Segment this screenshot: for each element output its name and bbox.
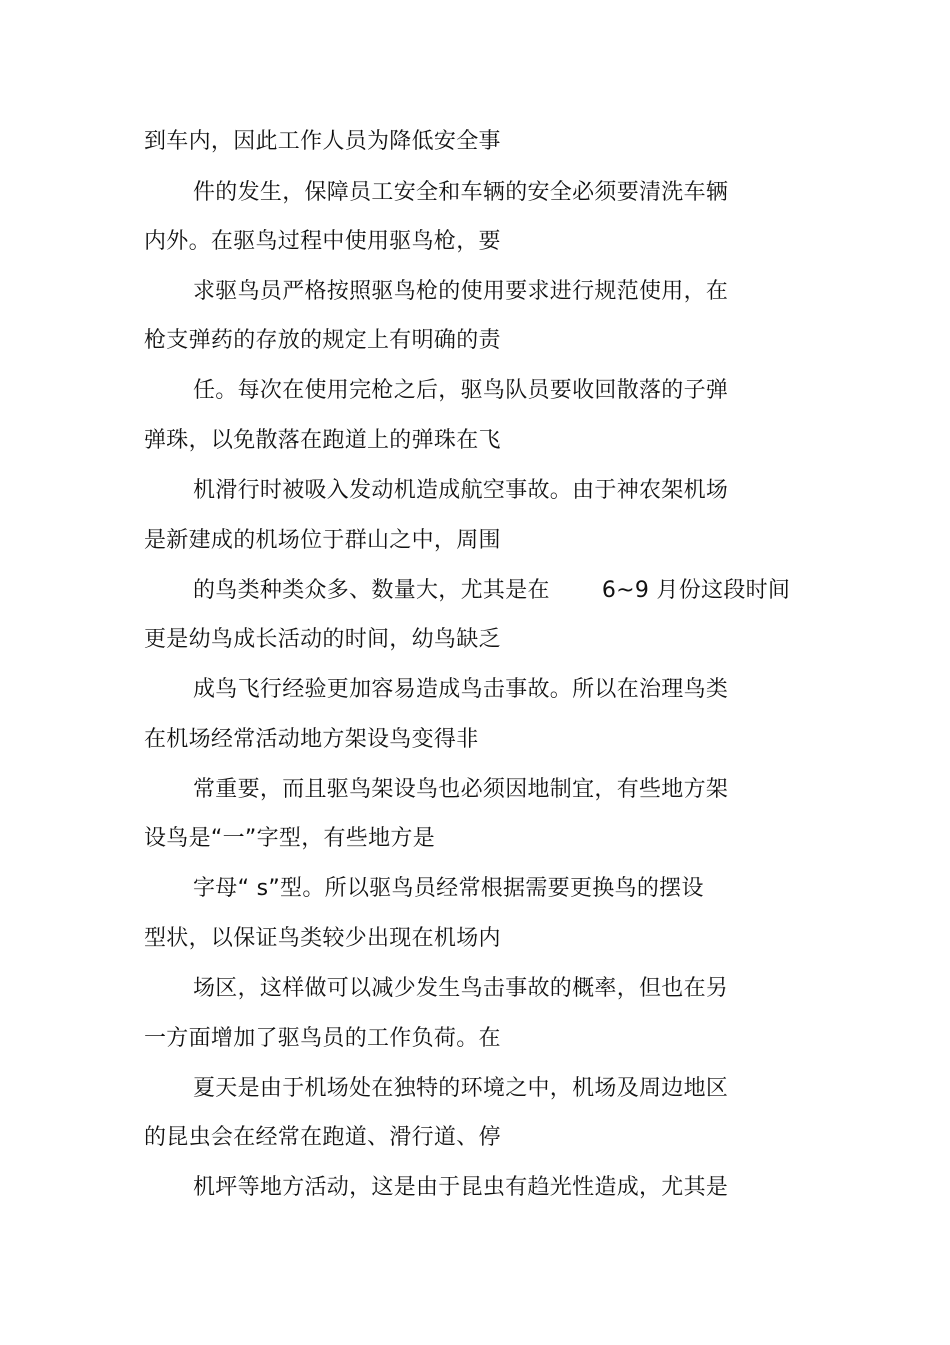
text-line: 更是幼鸟成长活动的时间，幼鸟缺乏 bbox=[144, 627, 501, 652]
text-line: 内外。在驱鸟过程中使用驱鸟枪，要 bbox=[144, 229, 501, 254]
text-line: 字母“ s”型。所以驱鸟员经常根据需要更换鸟的摆设 bbox=[193, 876, 704, 901]
text-line: 是新建成的机场位于群山之中，周围 bbox=[144, 528, 501, 553]
text-line: 的昆虫会在经常在跑道、滑行道、停 bbox=[144, 1125, 501, 1150]
text-line: 到车内，因此工作人员为降低安全事 bbox=[144, 129, 501, 154]
text-line: 场区，这样做可以减少发生鸟击事故的概率，但也在另 bbox=[193, 976, 729, 1001]
text-segment: 6~9 月份这段时间 bbox=[601, 578, 791, 603]
text-line: 机坪等地方活动，这是由于昆虫有趋光性造成，尤其是 bbox=[193, 1175, 729, 1200]
text-line: 型状，以保证鸟类较少出现在机场内 bbox=[144, 926, 501, 951]
text-line: 任。每次在使用完枪之后，驱鸟队员要收回散落的子弹 bbox=[193, 378, 729, 403]
text-line: 机滑行时被吸入发动机造成航空事故。由于神农架机场 bbox=[193, 478, 729, 503]
text-segment: 的鸟类种类众多、数量大，尤其是在 bbox=[193, 578, 550, 603]
text-line: 在机场经常活动地方架设鸟变得非 bbox=[144, 727, 479, 752]
text-line: 弹珠，以免散落在跑道上的弹珠在飞 bbox=[144, 428, 501, 453]
text-line: 求驱鸟员严格按照驱鸟枪的使用要求进行规范使用，在 bbox=[193, 279, 729, 304]
text-line bbox=[193, 576, 790, 606]
text-line: 一方面增加了驱鸟员的工作负荷。在 bbox=[144, 1026, 501, 1051]
text-line: 设鸟是“一”字型，有些地方是 bbox=[144, 826, 435, 851]
text-line: 成鸟飞行经验更加容易造成鸟击事故。所以在治理鸟类 bbox=[193, 677, 729, 702]
text-line: 枪支弹药的存放的规定上有明确的责 bbox=[144, 328, 501, 353]
text-line: 件的发生，保障员工安全和车辆的安全必须要清洗车辆 bbox=[193, 180, 729, 205]
text-line: 常重要，而且驱鸟架设鸟也必须因地制宜，有些地方架 bbox=[193, 777, 729, 802]
text-line: 夏天是由于机场处在独特的环境之中，机场及周边地区 bbox=[193, 1076, 729, 1101]
